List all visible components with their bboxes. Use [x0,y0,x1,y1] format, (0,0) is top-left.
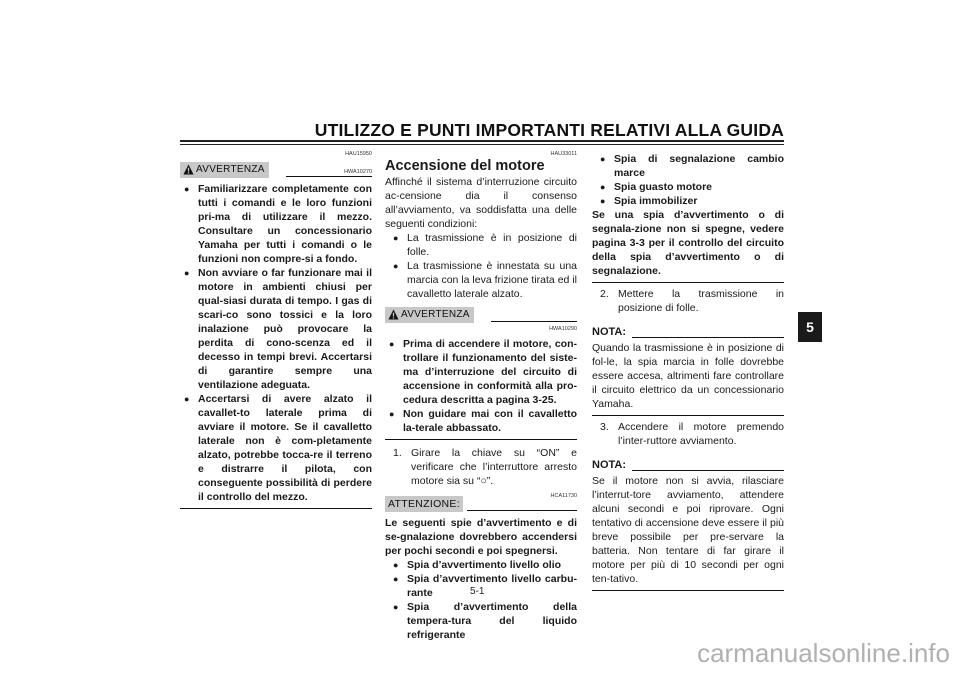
page-title: UTILIZZO E PUNTI IMPORTANTI RELATIVI ALLA GUIDA [314,120,784,140]
step-text: Mettere la trasmissione in posizione di folle. [618,288,784,314]
ref-code: HAU15950 [345,151,372,157]
column-3 [592,150,784,591]
note-text: Quando la trasmissione è in posizione di fol-le, la spia marcia in folle dovrebbe essere accesa, altrimenti fare controllare il circuito elettrico da un concessionario Yamaha. [592,342,784,410]
step-text: Accendere il motore premendo l’inter-ruttore avviamento. [618,421,784,447]
attention-text: Le seguenti spie d’avvertimento e di se-gnalazione dovrebbero accendersi per pochi secondi e poi spegnersi. [385,517,577,557]
warning-header [385,307,577,323]
note-end-rule [592,415,784,416]
warning-badge [180,162,269,178]
warning-rule [491,321,577,322]
section-end-rule [592,282,784,283]
warning-label: AVVERTENZA [401,309,470,320]
chapter-tab[interactable]: 5 [798,312,822,342]
attention-rule [467,510,577,511]
note-rule [632,337,784,338]
warning-badge [385,307,474,323]
note-end-rule [592,590,784,591]
column-2 [385,150,577,642]
step-item [592,420,784,448]
indicator-item: ● Spia immobilizer [600,194,784,208]
ref-code: HCA11730 [550,493,577,499]
note-header [592,323,784,339]
step-number: 1. [393,447,402,459]
attention-header [385,496,577,512]
warning-bullet: ● Non avviare o far funzionare mai il motore in ambienti chiusi per qual-siasi durata di tempo. I gas di scari-co sono tossici e la loro inalazione può provocare la perdita di cono-scenza ed il decesso in tempi brevi. Accertarsi di garantire sempre una ventilazione adeguata. [184,266,372,392]
section-end-rule [385,439,577,440]
indicator-item: ● Spia di segnalazione cambio marce [600,152,784,180]
warning-label: AVVERTENZA [196,164,265,175]
indicator-item: ● Spia d’avvertimento livello carbu-rante [393,572,577,600]
step-item [385,446,577,488]
note-label: NOTA: [592,326,627,338]
page-number: 5-1 [470,586,485,597]
section-heading: Accensione del motore [385,158,545,174]
warning-header [180,162,372,178]
note-text: Se il motore non si avvia, rilasciare l’interrut-tore avviamento, attendere alcuni secondi e poi riprovare. Ogni tentativo di accensione deve essere il più breve possibile per pre-servare la batteria. Non tentare di far girare il motore per più di 10 secondi per ogni ten-tativo. [592,475,784,585]
note-rule [632,470,784,471]
condition-item: ● La trasmissione è in posizione di folle. [393,231,577,259]
header-rule-thin [180,144,784,145]
note-label: NOTA: [592,459,627,471]
ref-code: HWA10270 [344,169,372,175]
section-end-rule [180,508,372,509]
intro-text: Affinché il sistema d’interruzione circuito ac-censione dia il consenso all’avviamento, va soddisfatta una delle seguenti condizioni: [385,176,577,230]
warning-bullet: ● Prima di accendere il motore, con-trollare il funzionamento del siste-ma d’interruzione del circuito di accensione in conformità alla pro-cedura descritta a pagina 3-25. [389,337,577,407]
attention-badge: ATTENZIONE: [385,496,463,512]
step-number: 3. [600,421,609,433]
indicator-item: ● Spia d’avvertimento livello olio [393,558,577,572]
step-text-end: ”. [486,475,494,487]
step-text: Girare la chiave su “ON” e verificare che l’interruttore arresto motore sia su “ [411,447,577,487]
warning-triangle-icon [183,164,194,175]
watermark: carmanualsonline.info [697,638,950,668]
warning-rule [286,176,372,177]
step-item [592,287,784,315]
warning-bullet: ● Accertarsi di avere alzato il cavallet-to laterale prima di avviare il motore. Se il cavalletto laterale non è com-pletamente alzato, potrebbe tocca-re il terreno e distrarre il pilota, con conseguente possibilità di perdere il controllo del mezzo. [184,392,372,504]
column-1 [180,150,372,509]
ref-code: HWA10290 [549,326,577,332]
indicator-item: ● Spia guasto motore [600,180,784,194]
warning-bullet: ● Familiarizzare completamente con tutti i comandi e le loro funzioni pri-ma di utilizzare il mezzo. Consultare un concessionario Yamaha per tutti i comandi o le funzioni non compre-si a fondo. [184,182,372,266]
condition-item: ● La trasmissione è innestata su una marcia con la leva frizione tirata ed il cavalletto laterale alzato. [393,259,577,301]
header-rule [180,140,784,142]
note-header [592,456,784,472]
ref-code: HAU33011 [550,151,577,157]
engine-stop-symbol-icon: ○ [480,475,487,487]
indicator-item: ● Spia d’avvertimento della tempera-tura del liquido refrigerante [393,600,577,642]
attention-followup: Se una spia d’avvertimento o di segnala-zione non si spegne, vedere pagina 3-3 per il controllo del circuito della spia d’avvertimento o di segnalazione. [592,209,784,277]
warning-bullet: ● Non guidare mai con il cavalletto la-terale abbassato. [389,407,577,435]
warning-triangle-icon [388,309,399,320]
step-number: 2. [600,288,609,300]
